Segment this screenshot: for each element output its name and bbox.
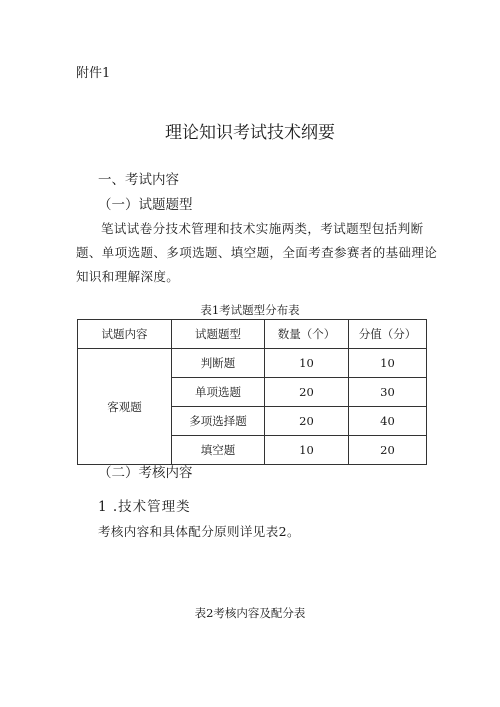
table-cell: 20	[349, 436, 427, 465]
item-note: 考核内容和具体配分原则详见表2。	[98, 524, 300, 539]
table-cell: 多项选择题	[172, 407, 265, 436]
table-header-cell: 数量（个）	[265, 320, 349, 349]
table-cell: 判断题	[172, 349, 265, 378]
table-caption: 表1考试题型分布表	[200, 303, 300, 317]
section-heading: 一、考试内容	[98, 172, 179, 188]
table-cell: 10	[349, 349, 427, 378]
table-row	[78, 349, 427, 378]
table-cell: 40	[349, 407, 427, 436]
page-title: 理论知识考试技术纲要	[165, 123, 335, 143]
table-header-cell: 试题内容	[78, 320, 172, 349]
table-cell: 单项选题	[172, 378, 265, 407]
table-group-cell: 客观题	[78, 349, 172, 465]
table-cell: 填空题	[172, 436, 265, 465]
table-cell: 20	[265, 407, 349, 436]
subsection-heading: （二）考核内容	[98, 465, 193, 481]
table-cell: 10	[265, 436, 349, 465]
body-paragraph: 笔试试卷分技术管理和技术实施两类，考试题型包括判断题、单项选题、多项选题、填空题，全面考查参赛者的基础理论知识和理解深度。	[76, 221, 438, 284]
question-distribution-table	[77, 319, 427, 465]
table-cell: 20	[265, 378, 349, 407]
table-header-row	[78, 320, 427, 349]
table-cell: 10	[265, 349, 349, 378]
table-header-cell: 分值（分）	[349, 320, 427, 349]
table-caption: 表2考核内容及配分表	[194, 606, 306, 620]
table-header-cell: 试题题型	[172, 320, 265, 349]
item-heading: 1 .技术管理类	[98, 499, 191, 515]
subsection-heading: （一）试题题型	[98, 197, 193, 213]
table-cell: 30	[349, 378, 427, 407]
attachment-label: 附件1	[76, 66, 111, 81]
